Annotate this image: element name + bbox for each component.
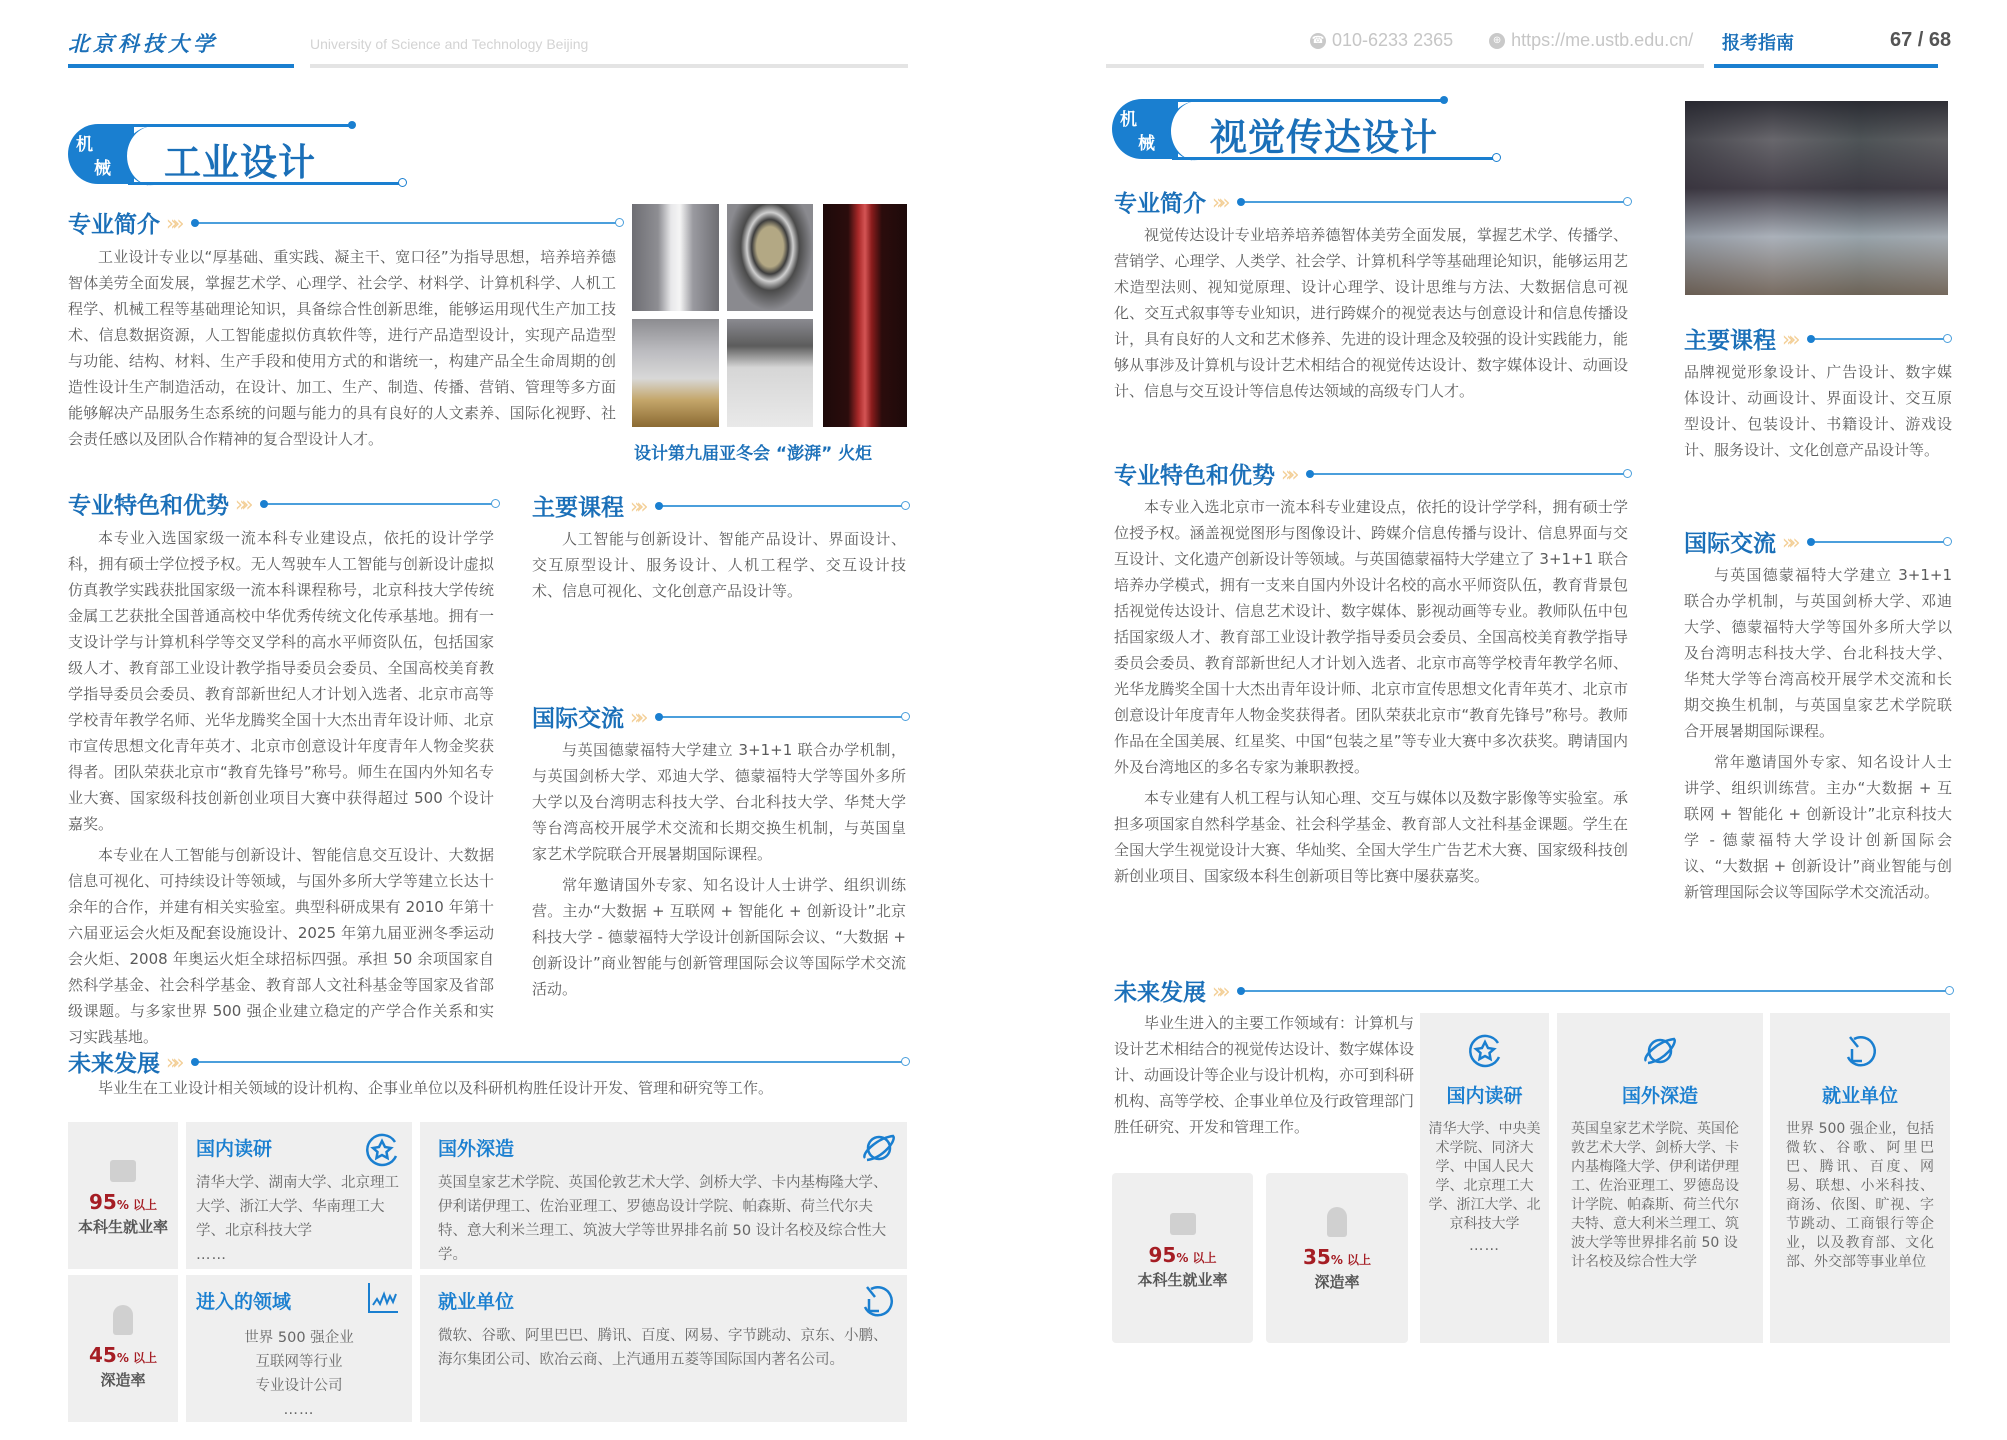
section-heading-future: [1114, 974, 1948, 1007]
heading-rule: [660, 505, 904, 507]
chevron-icon: »»: [235, 491, 248, 516]
card-title: 就业单位: [438, 1291, 515, 1313]
heading-rule: [265, 503, 494, 505]
courses-text: 人工智能与创新设计、智能产品设计、界面设计、交互原型设计、服务设计、人机工程学、交互设计技术、信息可视化、文化创意产品设计等。: [532, 530, 906, 600]
card-employers: [1770, 1013, 1950, 1343]
card-text: 清华大学、湖南大学、北京理工大学、浙江大学、华南理工大学、北京科技大学: [196, 1175, 399, 1239]
heading-rule: [196, 222, 618, 224]
card-lines: [196, 1326, 402, 1422]
phone-number: 010-6233 2365: [1332, 30, 1454, 50]
globe-icon: ⊕: [1489, 33, 1505, 49]
graduate-icon: [1327, 1207, 1347, 1237]
major-title-block: [68, 124, 408, 188]
intro-text: 视觉传达设计专业培养培养德智体美劳全面发展，掌握艺术学、传播学、营销学、心理学、人类学、社会学、计算机科学等基础理论知识，能够运用艺术造型法则、视知觉原理、设计心理学、设计思维与方法、大数据信息可视化、交互式叙事等专业知识，进行跨媒介的视觉表达与创意设计和信息传播设计，具有良好的人文和艺术修养、先进的设计理念及较强的设计实践能力，能够从事涉及计算机与设计艺术相结合的视觉传达设计、数字媒体设计、动画设计、信息与交互设计等信息传达领域的高级专门人才。: [1114, 226, 1628, 400]
ellipsis: ……: [196, 1247, 227, 1263]
page-number: 67 / 68: [1890, 29, 1952, 51]
section-heading-international: [1684, 525, 1946, 558]
section-title: 未来发展: [1114, 980, 1206, 1006]
major-title: 视觉传达设计: [1210, 116, 1438, 159]
card-domestic-grad: [1420, 1013, 1549, 1343]
card-text: 微软、谷歌、阿里巴巴、腾讯、百度、网易、字节跳动、京东、小鹏、海尔集团公司、欧冶云商、上汽通用五菱等国际国内著名公司。: [438, 1328, 888, 1368]
section-heading-future: [68, 1045, 904, 1078]
star-badge-icon: [362, 1130, 402, 1170]
future-text: 毕业生在工业设计相关领域的设计机构、企事业单位以及科研机构胜任设计开发、管理和研究等工作。: [98, 1079, 774, 1097]
section-title: 国际交流: [1684, 531, 1776, 557]
stat-label: 本科生就业率: [77, 1218, 168, 1236]
section-title: 专业特色和优势: [1114, 463, 1275, 489]
cycle-icon: [857, 1281, 897, 1321]
card-abroad-study: [420, 1122, 907, 1269]
features-text: 本专业入选北京市一流本科专业建设点，依托的设计学学科，拥有硕士学位授予权。涵盖视觉图形与图像设计、跨媒介信息传播与设计、信息界面与交互设计、文化遗产创新设计等领域。与英国德蒙福特大学建立了 3+1+1 联合培养办学模式，拥有一支来自国内外设计名校的高水平师资队伍，教育背景包括视觉传达设计、信息艺术设计、数字媒体、影视动画等专业。教师队伍中包括国家级人才、教育部工业设计教学指导委员会委员、全国高校美育教学指导委员会委员、教育部新世纪人才计划入选者、北京市高等学校青年教学名师、光华龙腾奖全国十大杰出青年设计师、北京市宣传思想文化青年英才、北京市创意设计年度青年人物金奖获得者。团队荣获北京市“教育先锋号”称号。教师作品在全国美展、红星奖、中国“包装之星”等专业大赛中多次获奖。聘请国内外及台湾地区的多名专家为兼职教授。 本专业建有人机工程与认知心理、交互与媒体以及数字影像等实验室。承担多项国家自然科学基金、社会科学基金、教育部人文社科基金课题。学生在全国大学生视觉设计大赛、华灿奖、全国大学生广告艺术大赛、国家级科技创新创业项目、国家级本科生创新项目等比赛中屡获嘉奖。: [1114, 498, 1628, 885]
briefcase-icon: [1170, 1213, 1196, 1235]
classroom-photo: [1685, 101, 1948, 295]
intro-text: 工业设计专业以“厚基础、重实践、凝主干、宽口径”为指导思想，培养培养德智体美劳全面发展，掌握艺术学、心理学、社会学、材料学、计算机科学、人机工程学、机械工程等基础理论知识，具备综合性创新思维，能够运用现代生产加工技术、信息数据资源，人工智能虚拟仿真软件等，进行产品造型设计，实现产品造型与功能、结构、材料、生产手段和使用方式的和谐统一，构建产品全生命周期的创造性设计生产制造活动，在设计、加工、生产、制造、传播、营销、管理等多方面能够解决产品服务生态系统的问题与能力的具有良好的人文素养、国际化视野、社会责任感以及团队合作精神的复合型设计人才。: [68, 248, 616, 448]
title-top-line: [1174, 99, 1442, 102]
stat-value: 95% 以上: [88, 1190, 158, 1214]
stat-value: 35% 以上: [1302, 1245, 1372, 1269]
photo-caption: 设计第九届亚冬会 “澎湃” 火炬: [634, 444, 873, 464]
website-link[interactable]: https://me.ustb.edu.cn/: [1511, 30, 1694, 50]
badge-char: 械: [94, 159, 111, 179]
line-end-dot: [348, 121, 356, 129]
chevron-icon: »»: [1212, 978, 1225, 1003]
ellipsis: ……: [283, 1402, 315, 1418]
card-text: 清华大学、中央美术学院、同济大学、中国人民大学、北京理工大学、浙江大学、北京科技大学: [1428, 1121, 1541, 1232]
major-title: 工业设计: [164, 141, 316, 184]
section-heading-intro: [68, 206, 618, 239]
star-badge-icon: [1465, 1031, 1505, 1071]
field-item: 互联网等行业: [255, 1354, 343, 1370]
briefcase-icon: [110, 1160, 136, 1182]
university-english-name: University of Science and Technology Beijing: [310, 36, 589, 52]
header-accent-line: [1714, 64, 1938, 68]
stat-further-study-rate: [1266, 1173, 1408, 1343]
card-employers: [420, 1275, 907, 1422]
stat-label: 本科生就业率: [1137, 1271, 1228, 1289]
section-label: 报考指南: [1722, 33, 1794, 54]
badge-char: 机: [76, 135, 93, 155]
header-accent-line: [68, 64, 294, 68]
card-title: 进入的领域: [196, 1291, 292, 1313]
future-text: 毕业生进入的主要工作领域有：计算机与设计艺术相结合的视觉传达设计、数字媒体设计、动画设计等企业与设计机构，亦可到科研机构、高等学校、企事业单位及行政管理部门胜任研究、开发和管理工作。: [1114, 1014, 1415, 1136]
section-heading-courses: [1684, 322, 1946, 355]
international-text: 与英国德蒙福特大学建立 3+1+1 联合办学机制，与英国剑桥大学、邓迪大学、德蒙福特大学等国外多所大学以及台湾明志科技大学、台北科技大学、华梵大学等台湾高校开展学术交流和长期交换生机制，与英国皇家艺术学院联合开展暑期国际课程。 常年邀请国外专家、知名设计人士讲学、组织训练营。主办“大数据 + 互联网 + 智能化 + 创新设计”北京科技大学 - 德蒙福特大学设计创新国际会议、“大数据 + 创新设计”商业智能与创新管理国际会议等国际学术交流活动。: [532, 741, 906, 998]
international-text: 与英国德蒙福特大学建立 3+1+1 联合办学机制，与英国剑桥大学、邓迪大学、德蒙福特大学等国外多所大学以及台湾明志科技大学、台北科技大学、华梵大学等台湾高校开展学术交流和长期交换生机制，与英国皇家艺术学院联合开展暑期国际课程。 常年邀请国外专家、知名设计人士讲学、组织训练营。主办“大数据 + 互联网 + 智能化 + 创新设计”北京科技大学 - 德蒙福特大学设计创新国际会议、“大数据 + 创新设计”商业智能与创新管理国际会议等国际学术交流活动。: [1684, 566, 1952, 901]
badge-char: 机: [1120, 110, 1137, 130]
card-fields: [186, 1275, 412, 1422]
planet-icon: [859, 1128, 899, 1168]
heading-rule: [1242, 990, 1948, 992]
ellipsis: ……: [1469, 1238, 1500, 1254]
chevron-icon: »»: [630, 704, 643, 729]
heading-rule: [1311, 473, 1626, 475]
phone-icon: ☎: [1310, 33, 1326, 49]
stat-label: 深造率: [100, 1371, 146, 1389]
courses-text: 品牌视觉形象设计、广告设计、数字媒体设计、动画设计、界面设计、交互原型设计、包装设计、书籍设计、游戏设计、服务设计、文化创意产品设计等。: [1684, 363, 1952, 459]
field-item: 专业设计公司: [255, 1378, 343, 1394]
section-title: 主要课程: [532, 495, 624, 521]
stat-further-study-rate: [68, 1275, 178, 1422]
section-heading-features: [1114, 457, 1626, 490]
university-logo: 北京科技大学: [68, 31, 218, 56]
card-title: 国外深造: [1621, 1085, 1698, 1107]
torch-photo: [632, 319, 719, 427]
line-end-ring: [398, 178, 407, 187]
header-divider-line: [310, 64, 908, 68]
card-text: 英国皇家艺术学院、英国伦敦艺术大学、剑桥大学、卡内基梅隆大学、伊利诺伊理工、佐治亚理工、罗德岛设计学院、帕森斯、荷兰代尔夫特、意大利米兰理工、筑波大学等世界排名前 50 设计名校及综合性大学。: [438, 1175, 888, 1263]
card-text: 世界 500 强企业，包括微软、谷歌、阿里巴巴、腾讯、百度、网易、联想、小米科技、商汤、依图、旷视、字节跳动、工商银行等企业，以及教育部、文化部、外交部等事业单位: [1786, 1121, 1934, 1270]
field-item: 世界 500 强企业: [244, 1330, 354, 1346]
chevron-icon: »»: [1281, 461, 1294, 486]
card-title: 国外深造: [438, 1138, 515, 1160]
section-heading-international: [532, 700, 904, 733]
line-end-ring: [1492, 153, 1501, 162]
stat-label: 深造率: [1314, 1273, 1360, 1291]
line-chart-icon: [366, 1281, 400, 1315]
card-domestic-grad: [186, 1122, 412, 1269]
heading-rule: [660, 716, 904, 718]
planet-icon: [1640, 1031, 1680, 1071]
chevron-icon: »»: [1782, 529, 1795, 554]
cycle-icon: [1840, 1031, 1880, 1071]
torch-photo: [632, 204, 719, 311]
section-heading-intro: [1114, 185, 1626, 218]
section-title: 国际交流: [532, 706, 624, 732]
card-title: 就业单位: [1821, 1085, 1898, 1107]
torch-photo: [727, 319, 813, 427]
card-title: 国内读研: [196, 1138, 273, 1160]
heading-rule: [1812, 541, 1946, 543]
line-end-dot: [1440, 96, 1448, 104]
major-title-block: [1112, 99, 1502, 163]
stat-employment-rate: [1112, 1173, 1253, 1343]
chevron-icon: »»: [1782, 326, 1795, 351]
section-title: 未来发展: [68, 1051, 160, 1077]
section-heading-courses: [532, 489, 904, 522]
badge-char: 械: [1138, 134, 1155, 154]
header-divider-line: [1106, 64, 1704, 68]
torch-photo: [727, 204, 813, 311]
torch-photo: [823, 204, 907, 427]
chevron-icon: »»: [630, 493, 643, 518]
section-title: 专业特色和优势: [68, 493, 229, 519]
chevron-icon: »»: [1212, 189, 1225, 214]
card-abroad-study: [1557, 1013, 1763, 1343]
stat-value: 45% 以上: [88, 1343, 158, 1367]
chevron-icon: »»: [166, 210, 179, 235]
header-contact: [1310, 30, 1693, 51]
graduate-icon: [113, 1305, 133, 1335]
heading-rule: [1812, 338, 1946, 340]
section-title: 专业简介: [68, 212, 160, 238]
card-text: 英国皇家艺术学院、英国伦敦艺术大学、剑桥大学、卡内基梅隆大学、伊利诺伊理工、佐治亚理工、罗德岛设计学院、帕森斯、荷兰代尔夫特、意大利米兰理工、筑波大学等世界排名前 50 设计名校及综合性大学: [1571, 1121, 1739, 1270]
stat-value: 95% 以上: [1148, 1243, 1217, 1267]
section-title: 主要课程: [1684, 328, 1776, 354]
chevron-icon: »»: [166, 1049, 179, 1074]
heading-rule: [1242, 201, 1626, 203]
section-title: 专业简介: [1114, 191, 1206, 217]
section-heading-features: [68, 487, 494, 520]
card-title: 国内读研: [1446, 1085, 1523, 1107]
stat-employment-rate: [68, 1122, 178, 1269]
heading-rule: [196, 1061, 904, 1063]
title-top-line: [130, 124, 350, 127]
features-text: 本专业入选国家级一流本科专业建设点，依托的设计学学科，拥有硕士学位授予权。无人驾驶车人工智能与创新设计虚拟仿真教学实践获批国家级一流本科课程称号，北京科技大学传统金属工艺获批全国普通高校中华优秀传统文化传承基地。拥有一支设计学与计算机科学等交叉学科的高水平师资队伍，包括国家级人才、教育部工业设计教学指导委员会委员、全国高校美育教学指导委员会委员、教育部新世纪人才计划入选者、北京市高等学校青年教学名师、光华龙腾奖全国十大杰出青年设计师、北京市宣传思想文化青年英才、北京市创意设计年度青年人物金奖获得者。团队荣获北京市“教育先锋号”称号。师生在国内外知名专业大赛、国家级科技创新创业项目大赛中获得超过 500 个设计嘉奖。 本专业在人工智能与创新设计、智能信息交互设计、大数据信息可视化、可持续设计等领域，与国外多所大学等建立长达十余年的合作，并建有相关实验室。典型科研成果有 2010 年第十六届亚运会火炬及配套设施设计、2025 年第九届亚洲冬季运动会火炬、2008 年奥运火炬全球招标四强。承担 50 余项国家自然科学基金、社会科学基金、教育部人文社科基金等国家及省部级课题。与多家世界 500 强企业建立稳定的产学合作关系和实习实践基地。: [68, 529, 494, 1046]
